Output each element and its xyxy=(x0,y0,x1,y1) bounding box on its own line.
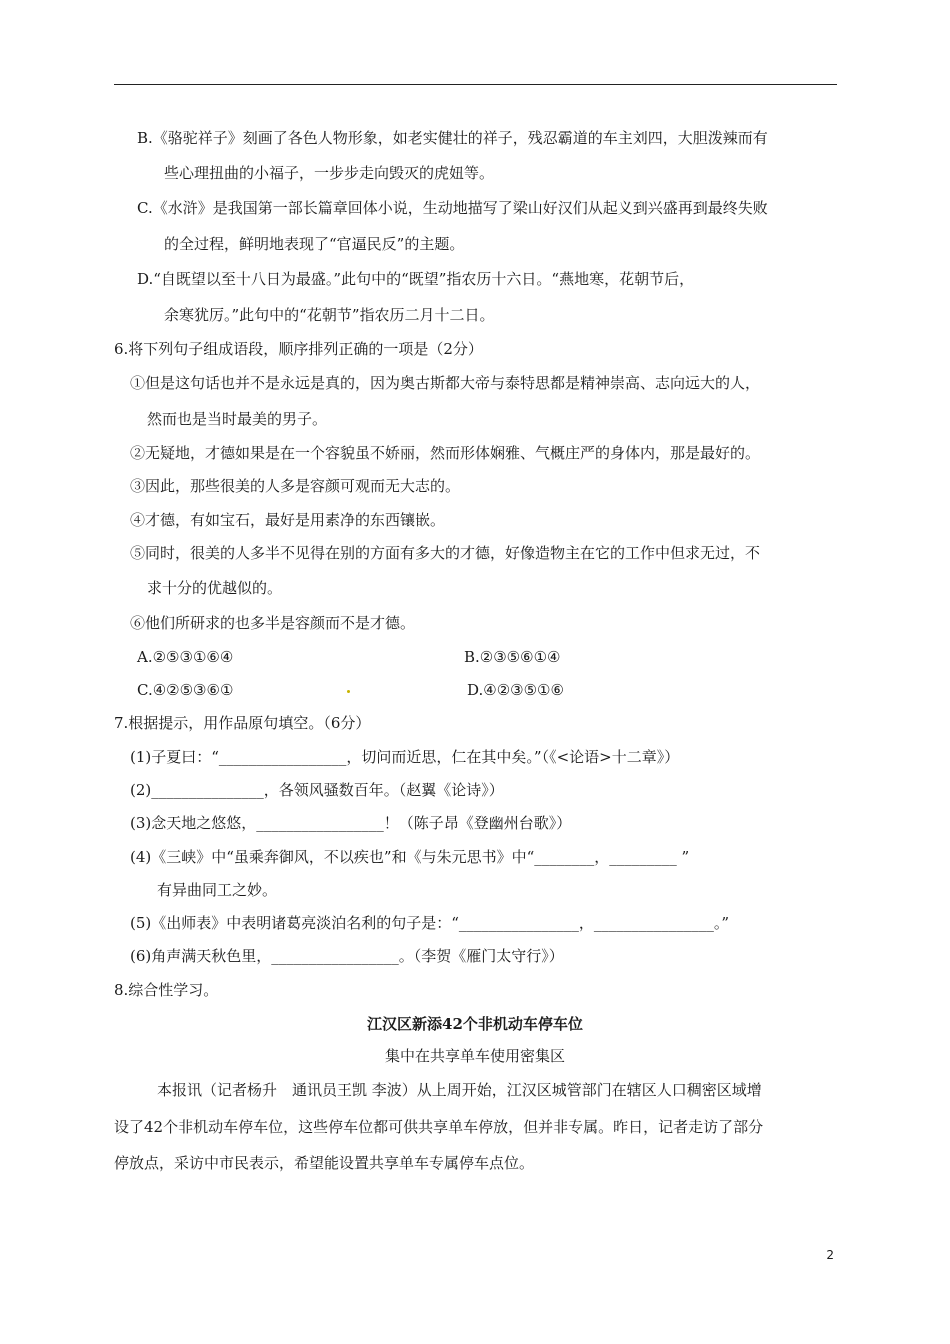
page-number: 2 xyxy=(826,1248,834,1262)
sentence-1-line-1: ①但是这句话也并不是永远是真的，因为奥古斯都大帝与泰特思都是精神崇高、志向远大的人， xyxy=(130,374,761,392)
sentence-3: ③因此，那些很美的人多是容颜可观而无大志的。 xyxy=(130,477,461,495)
answer-option-d: D.④②③⑤①⑥ xyxy=(467,681,564,699)
sentence-6: ⑥他们所研求的也多半是容颜而不是才德。 xyxy=(130,614,416,632)
news-paragraph-line-3: 停放点，采访中市民表示，希望能设置共享单车专属停车点位。 xyxy=(114,1154,535,1172)
fill-blank-4-line-1: (4)《三峡》中“虽乘奔御风，不以疾也”和《与朱元思书》中“________，_________ ” xyxy=(130,848,690,866)
news-paragraph-line-2: 设了42个非机动车停车位，这些停车位都可供共享单车停放，但并非专属。昨日，记者走访了部分 xyxy=(114,1118,764,1136)
fill-blank-3: (3)念天地之悠悠，_________________！（陈子昂《登幽州台歌》） xyxy=(130,814,572,832)
question-6: 6.将下列句子组成语段，顺序排列正确的一项是（2分） xyxy=(114,340,483,358)
option-d-line-1: D.“自既望以至十八日为最盛。”此句中的“既望”指农历十六日。“燕地寒，花朝节后， xyxy=(137,270,695,288)
news-paragraph-line-1: 本报讯（记者杨升 通讯员王凯 李波）从上周开始，江汉区城管部门在辖区人口稠密区域增 xyxy=(157,1081,762,1099)
option-c-line-1: C.《水浒》是我国第一部长篇章回体小说，生动地描写了梁山好汉们从起义到兴盛再到最终失败 xyxy=(137,199,768,217)
fill-blank-2: (2)_______________，各领风骚数百年。（赵翼《论诗》） xyxy=(130,781,504,799)
news-subtitle: 集中在共享单车使用密集区 xyxy=(384,1047,565,1065)
fill-blank-5: (5)《出师表》中表明诸葛亮淡泊名利的句子是：“________________，________________。” xyxy=(130,914,730,932)
question-7: 7.根据提示，用作品原句填空。（6分） xyxy=(114,714,371,732)
answer-option-b: B.②③⑤⑥①④ xyxy=(464,648,561,666)
news-title: 江汉区新添42个非机动车停车位 xyxy=(367,1015,583,1033)
sentence-5-line-1: ⑤同时，很美的人多半不见得在别的方面有多大的才德，好像造物主在它的工作中但求无过，不 xyxy=(130,544,761,562)
sentence-2: ②无疑地，才德如果是在一个容貌虽不娇丽，然而形体娴雅、气概庄严的身体内，那是最好的。 xyxy=(130,444,761,462)
fill-blank-6: (6)角声满天秋色里，_________________。（李贺《雁门太守行》） xyxy=(130,947,564,965)
answer-option-a: A.②⑤③①⑥④ xyxy=(137,648,234,666)
sentence-4: ④才德，有如宝石，最好是用素净的东西镶嵌。 xyxy=(130,511,446,529)
header-rule xyxy=(114,84,837,85)
option-c-line-2: 的全过程，鲜明地表现了“官逼民反”的主题。 xyxy=(164,235,465,253)
sentence-1-line-2: 然而也是当时最美的男子。 xyxy=(147,410,328,428)
option-b-line-2: 些心理扭曲的小福子，一步步走向毁灭的虎妞等。 xyxy=(164,164,495,182)
answer-option-c: C.④②⑤③⑥① xyxy=(137,681,234,699)
stray-dot xyxy=(347,690,350,693)
question-8: 8.综合性学习。 xyxy=(114,981,219,999)
option-d-line-2: 余寒犹厉。”此句中的“花朝节”指农历二月十二日。 xyxy=(164,306,495,324)
fill-blank-1: (1)子夏曰：“_________________，切问而近思，仁在其中矣。”（《<论语>十二章》） xyxy=(130,748,680,766)
option-b-line-1: B.《骆驼祥子》刻画了各色人物形象，如老实健壮的祥子，残忍霸道的车主刘四，大胆泼辣而有 xyxy=(137,129,768,147)
fill-blank-4-line-2: 有异曲同工之妙。 xyxy=(157,881,278,899)
sentence-5-line-2: 求十分的优越似的。 xyxy=(147,579,283,597)
